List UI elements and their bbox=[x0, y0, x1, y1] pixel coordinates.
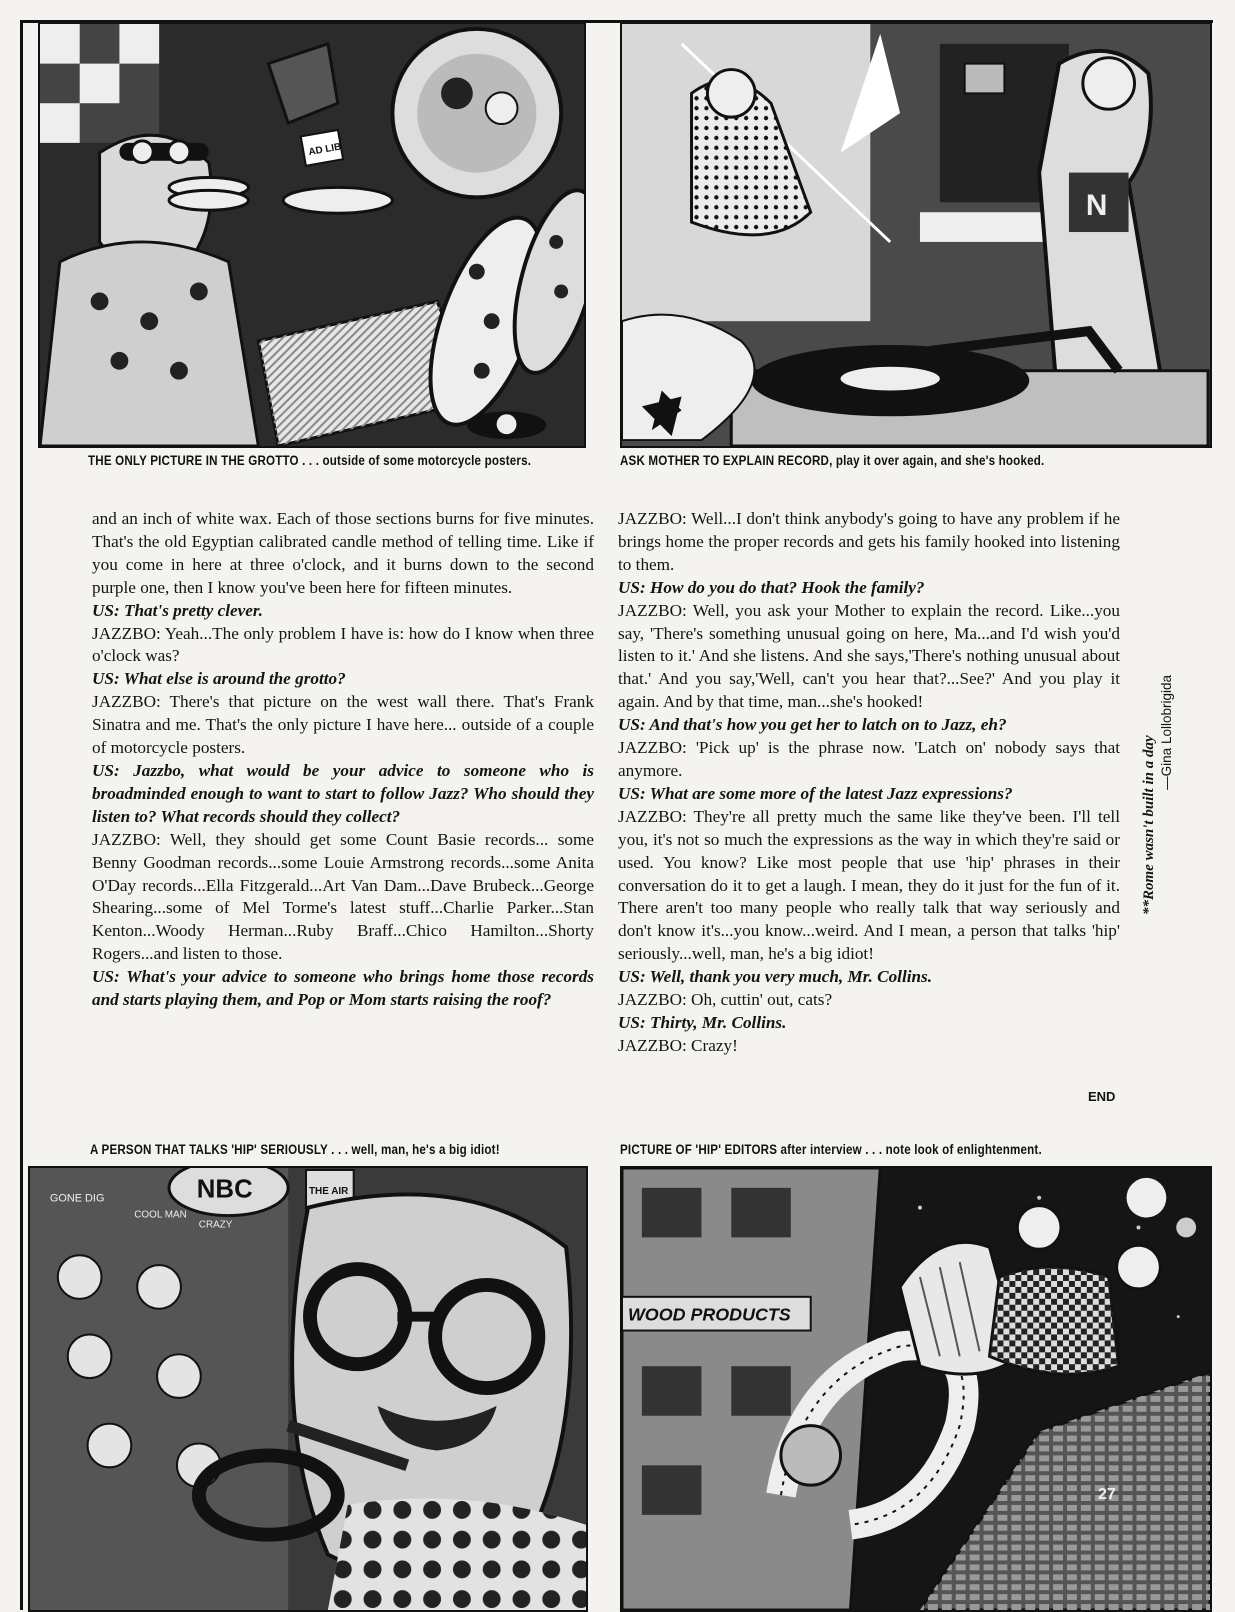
illustration-grotto bbox=[38, 22, 586, 448]
side-quote bbox=[1140, 675, 1190, 915]
illustration-hip-talker bbox=[28, 1166, 588, 1612]
caption-bottom-right: PICTURE OF 'HIP' EDITORS after interview . . . note look of enlightenment. bbox=[620, 1142, 1042, 1157]
paragraph: JAZZBO: Well, they should get some Count Basie records... some Benny Goodman records...some Louie Armstrong records...some Anita O'Day records...Ella Fitzgerald...Art Van Dam...Dave Brubeck...George Shearing...some of Mel Torme's latest stuff...Charlie Parker...Stan Kenton...Woody Herman...Ruby Braff...Chico Hamilton...Shorty Rogers...and listen to those. bbox=[92, 829, 594, 964]
article-right-column bbox=[618, 508, 1120, 1058]
bubble-gone: GONE DIG bbox=[49, 1192, 105, 1205]
paragraph: JAZZBO: Yeah...The only problem I have is: how do I know when three o'clock was? bbox=[92, 623, 594, 666]
question: US: What else is around the grotto? bbox=[92, 669, 346, 689]
caption-bottom-left: A PERSON THAT TALKS 'HIP' SERIOUSLY . . . well, man, he's a big idiot! bbox=[90, 1142, 500, 1157]
page-number: 27 bbox=[1098, 1486, 1116, 1503]
paragraph: JAZZBO: Well, you ask your Mother to explain the record. Like...you say, 'There's something unusual going on here, Ma...and I'd wish you'd listen to it.' And she listens. And she says,'There's nothing unusual about that.' And you say,'Well, can't you hear that?...See?' And you play it again. And by that time, man...she's hooked! bbox=[618, 600, 1120, 712]
article-left-column bbox=[92, 508, 594, 1012]
paragraph: JAZZBO: 'Pick up' is the phrase now. 'Latch on' nobody says that anymore. bbox=[618, 738, 1120, 780]
wood-products-sign: WOOD PRODUCTS bbox=[627, 1304, 791, 1325]
question: US: That's pretty clever. bbox=[92, 600, 263, 620]
side-quote-text: **Rome wasn't built in a day bbox=[1141, 735, 1157, 915]
the-air-sign: THE AIR bbox=[308, 1185, 349, 1197]
bubble-cool: COOL MAN bbox=[134, 1209, 187, 1221]
bubble-crazy: CRAZY bbox=[198, 1219, 233, 1231]
paragraph: JAZZBO: They're all pretty much the same like they've been. I'll tell you, it's not so much the expressions as the way in which they're said or used. You know? Like most people that use 'hip' phrases in their conversation do it to get a laugh. I mean, they do it just for the fun of it. There aren't too many people who really talk that way seriously and don't know it's...you know...weird. And I mean, a person that talks 'hip' seriously...well, man, he's a big idiot! bbox=[618, 806, 1120, 964]
question: US: Thirty, Mr. Collins. bbox=[618, 1012, 787, 1032]
end-mark: END bbox=[1088, 1089, 1116, 1104]
paragraph: and an inch of white wax. Each of those sections burns for five minutes. That's the old Egyptian calibrated candle method of telling time. Like if you come in here at three o'clock, and it burns down to the second purple one, then I know you've been here for fifteen minutes. bbox=[92, 509, 594, 597]
question: US: How do you do that? Hook the family? bbox=[618, 577, 925, 597]
paragraph: JAZZBO: There's that picture on the west wall there. That's Frank Sinatra and me. That's the only picture I have here... outside of a couple of motorcycle posters. bbox=[92, 692, 594, 758]
paragraph: JAZZBO: Well...I don't think anybody's going to have any problem if he brings home the proper records and gets his family hooked into listening to them. bbox=[618, 509, 1120, 574]
sweater-letter: N bbox=[1085, 189, 1108, 223]
caption-top-left: THE ONLY PICTURE IN THE GROTTO . . . outside of some motorcycle posters. bbox=[88, 453, 532, 468]
question: US: And that's how you get her to latch on to Jazz, eh? bbox=[618, 715, 1007, 735]
nbc-sign: NBC bbox=[196, 1175, 253, 1204]
caption-top-right: ASK MOTHER TO EXPLAIN RECORD, play it over again, and she's hooked. bbox=[620, 453, 1045, 468]
question: US: Jazzbo, what would be your advice to someone who is broadminded enough to want to start to follow Jazz? Who should they listen to? What records should they collect? bbox=[92, 760, 594, 826]
paragraph: JAZZBO: Crazy! bbox=[618, 1035, 738, 1055]
side-quote-attribution: —Gina Lollobrigida bbox=[1159, 675, 1174, 790]
illustration-hip-editors bbox=[620, 1166, 1212, 1612]
question: US: What are some more of the latest Jazz expressions? bbox=[618, 783, 1013, 803]
question: US: Well, thank you very much, Mr. Collins. bbox=[618, 967, 933, 987]
paragraph: JAZZBO: Oh, cuttin' out, cats? bbox=[618, 990, 833, 1010]
illustration-mother-record bbox=[620, 22, 1212, 448]
ad-lib-sign-text: AD LIB bbox=[307, 141, 343, 159]
question: US: What's your advice to someone who brings home those records and starts playing them, and Pop or Mom starts raising the roof? bbox=[92, 967, 594, 1010]
